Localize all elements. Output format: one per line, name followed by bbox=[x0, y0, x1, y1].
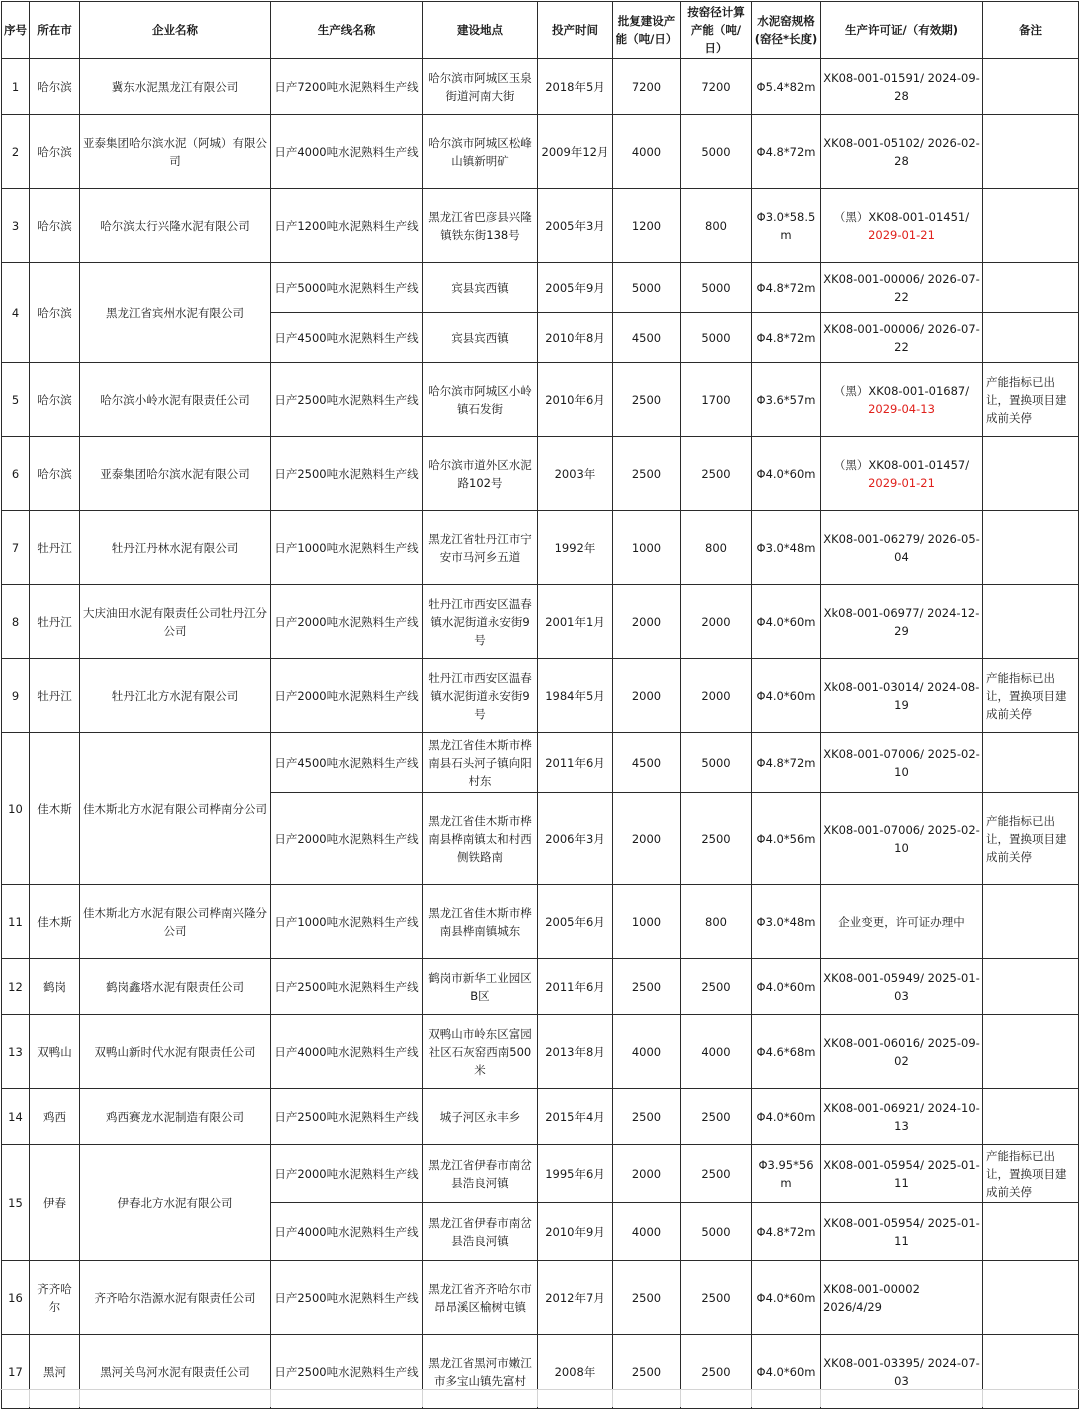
approved-cell: 4500 bbox=[613, 313, 681, 363]
calc-cell: 800 bbox=[681, 511, 752, 585]
header-approved: 批复建设产能（吨/日） bbox=[613, 2, 681, 59]
start-cell: 2003年 bbox=[538, 437, 613, 511]
start-cell: 2010年8月 bbox=[538, 313, 613, 363]
license-cell bbox=[821, 1145, 983, 1203]
kiln-cell: Φ4.0*56m bbox=[752, 793, 821, 885]
approved-cell: 7200 bbox=[613, 59, 681, 115]
line-cell: 日产2000吨水泥熟料生产线 bbox=[271, 1145, 423, 1203]
kiln-cell: Φ4.8*72m bbox=[752, 313, 821, 363]
table-row bbox=[2, 1089, 1079, 1145]
seq-cell: 16 bbox=[2, 1261, 30, 1335]
city-cell: 伊春 bbox=[30, 1145, 80, 1261]
kiln-cell: Φ4.8*72m bbox=[752, 115, 821, 189]
location-cell: 哈尔滨市阿城区松峰山镇新明矿 bbox=[423, 115, 538, 189]
license-cell bbox=[821, 511, 983, 585]
company-cell: 伊春北方水泥有限公司 bbox=[80, 1145, 271, 1261]
line-cell: 日产7200吨水泥熟料生产线 bbox=[271, 59, 423, 115]
license-cell bbox=[821, 115, 983, 189]
remark-cell: 产能指标已出让，置换项目建成前关停 bbox=[983, 793, 1079, 885]
location-cell: 黑龙江省巴彦县兴隆镇铁东街138号 bbox=[423, 189, 538, 263]
seq-cell: 14 bbox=[2, 1089, 30, 1145]
start-cell: 2009年12月 bbox=[538, 115, 613, 189]
location-cell: 黑龙江省牡丹江市宁安市马河乡五道 bbox=[423, 511, 538, 585]
city-cell: 牡丹江 bbox=[30, 585, 80, 659]
approved-cell: 4000 bbox=[613, 1203, 681, 1261]
license-cell bbox=[821, 1261, 983, 1335]
calc-cell: 2000 bbox=[681, 585, 752, 659]
license-cell bbox=[821, 189, 983, 263]
start-cell: 2010年9月 bbox=[538, 1203, 613, 1261]
approved-cell: 2500 bbox=[613, 1335, 681, 1409]
location-cell: 黑龙江省齐齐哈尔市昂昂溪区榆树屯镇 bbox=[423, 1261, 538, 1335]
approved-cell: 4500 bbox=[613, 733, 681, 793]
kiln-cell: Φ4.0*60m bbox=[752, 1335, 821, 1409]
header-calc: 按窑径计算产能（吨/日） bbox=[681, 2, 752, 59]
seq-cell: 12 bbox=[2, 959, 30, 1015]
line-cell: 日产2500吨水泥熟料生产线 bbox=[271, 959, 423, 1015]
calc-cell: 2500 bbox=[681, 793, 752, 885]
seq-cell: 17 bbox=[2, 1335, 30, 1409]
company-cell: 双鸭山新时代水泥有限责任公司 bbox=[80, 1015, 271, 1089]
license-prefix: （黑） bbox=[833, 209, 869, 224]
license-number: XK08-001-00006/ 2026-07-22 bbox=[823, 321, 980, 354]
location-cell: 鹤岗市新华工业园区B区 bbox=[423, 959, 538, 1015]
line-cell: 日产4000吨水泥熟料生产线 bbox=[271, 115, 423, 189]
kiln-cell: Φ3.95*56m bbox=[752, 1145, 821, 1203]
header-kiln: 水泥窑规格(窑径*长度) bbox=[752, 2, 821, 59]
location-cell: 牡丹江市西安区温春镇水泥街道永安街9号 bbox=[423, 585, 538, 659]
start-cell: 2005年3月 bbox=[538, 189, 613, 263]
approved-cell: 4000 bbox=[613, 115, 681, 189]
city-cell: 双鸭山 bbox=[30, 1015, 80, 1089]
license-number: XK08-001-01451/ bbox=[868, 209, 970, 224]
header-remark: 备注 bbox=[983, 2, 1079, 59]
license-number: XK08-001-00006/ 2026-07-22 bbox=[823, 271, 980, 304]
table-row bbox=[2, 1261, 1079, 1335]
line-cell: 日产2000吨水泥熟料生产线 bbox=[271, 585, 423, 659]
calc-cell: 2500 bbox=[681, 1145, 752, 1203]
city-cell: 哈尔滨 bbox=[30, 363, 80, 437]
table-row bbox=[2, 189, 1079, 263]
calc-cell: 2500 bbox=[681, 1089, 752, 1145]
line-cell: 日产2500吨水泥熟料生产线 bbox=[271, 437, 423, 511]
license-cell bbox=[821, 585, 983, 659]
license-cell bbox=[821, 437, 983, 511]
start-cell: 2013年8月 bbox=[538, 1015, 613, 1089]
remark-cell bbox=[983, 1089, 1079, 1145]
seq-cell: 13 bbox=[2, 1015, 30, 1089]
table-row bbox=[2, 585, 1079, 659]
kiln-cell: Φ3.0*48m bbox=[752, 885, 821, 959]
remark-cell bbox=[983, 959, 1079, 1015]
line-cell: 日产2500吨水泥熟料生产线 bbox=[271, 1261, 423, 1335]
license-date: 2029-01-21 bbox=[868, 227, 935, 242]
license-number: XK08-001-05954/ 2025-01-11 bbox=[823, 1215, 980, 1248]
city-cell: 鸡西 bbox=[30, 1089, 80, 1145]
remark-cell bbox=[983, 1203, 1079, 1261]
location-cell: 黑龙江省伊春市南岔县浩良河镇 bbox=[423, 1203, 538, 1261]
start-cell: 2005年6月 bbox=[538, 885, 613, 959]
license-cell bbox=[821, 885, 983, 959]
license-number: XK08-001-05949/ 2025-01-03 bbox=[823, 970, 980, 1003]
location-cell: 黑龙江省佳木斯市桦南县桦南镇太和村西侧铁路南 bbox=[423, 793, 538, 885]
approved-cell: 2000 bbox=[613, 1145, 681, 1203]
table-row bbox=[2, 115, 1079, 189]
company-cell: 佳木斯北方水泥有限公司桦南兴隆分公司 bbox=[80, 885, 271, 959]
approved-cell: 1200 bbox=[613, 189, 681, 263]
table-row bbox=[2, 959, 1079, 1015]
seq-cell: 6 bbox=[2, 437, 30, 511]
start-cell: 1992年 bbox=[538, 511, 613, 585]
remark-cell bbox=[983, 733, 1079, 793]
company-cell: 佳木斯北方水泥有限公司桦南分公司 bbox=[80, 733, 271, 885]
location-cell: 黑龙江省黑河市嫩江市多宝山镇先富村 bbox=[423, 1335, 538, 1409]
company-cell: 齐齐哈尔浩源水泥有限责任公司 bbox=[80, 1261, 271, 1335]
city-cell: 鹤岗 bbox=[30, 959, 80, 1015]
header-line: 生产线名称 bbox=[271, 2, 423, 59]
remark-cell bbox=[983, 885, 1079, 959]
seq-cell: 10 bbox=[2, 733, 30, 885]
remark-cell bbox=[983, 511, 1079, 585]
city-cell: 黑河 bbox=[30, 1335, 80, 1409]
calc-cell: 5000 bbox=[681, 263, 752, 313]
calc-cell: 2500 bbox=[681, 1335, 752, 1409]
calc-cell: 1700 bbox=[681, 363, 752, 437]
license-cell bbox=[821, 59, 983, 115]
kiln-cell: Φ4.6*68m bbox=[752, 1015, 821, 1089]
approved-cell: 4000 bbox=[613, 1015, 681, 1089]
location-cell: 牡丹江市西安区温春镇水泥街道永安街9号 bbox=[423, 659, 538, 733]
city-cell: 齐齐哈尔 bbox=[30, 1261, 80, 1335]
header-company: 企业名称 bbox=[80, 2, 271, 59]
approved-cell: 1000 bbox=[613, 885, 681, 959]
location-cell: 哈尔滨市道外区水泥路102号 bbox=[423, 437, 538, 511]
start-cell: 2008年 bbox=[538, 1335, 613, 1409]
company-cell: 黑龙江省宾州水泥有限公司 bbox=[80, 263, 271, 363]
calc-cell: 5000 bbox=[681, 1203, 752, 1261]
approved-cell: 2500 bbox=[613, 437, 681, 511]
city-cell: 牡丹江 bbox=[30, 659, 80, 733]
company-cell: 鹤岗鑫塔水泥有限责任公司 bbox=[80, 959, 271, 1015]
calc-cell: 5000 bbox=[681, 115, 752, 189]
seq-cell: 1 bbox=[2, 59, 30, 115]
license-number: XK08-001-03395/ 2024-07-03 bbox=[823, 1355, 980, 1388]
cement-line-table bbox=[1, 1, 1079, 1409]
license-number: XK08-001-07006/ 2025-02-10 bbox=[823, 822, 980, 855]
location-cell: 黑龙江省佳木斯市桦南县石头河子镇向阳村东 bbox=[423, 733, 538, 793]
start-cell: 2018年5月 bbox=[538, 59, 613, 115]
city-cell: 哈尔滨 bbox=[30, 115, 80, 189]
line-cell: 日产4000吨水泥熟料生产线 bbox=[271, 1203, 423, 1261]
approved-cell: 2500 bbox=[613, 363, 681, 437]
license-cell bbox=[821, 793, 983, 885]
table-row bbox=[2, 363, 1079, 437]
license-number: XK08-001-06921/ 2024-10-13 bbox=[823, 1100, 980, 1133]
license-cell bbox=[821, 959, 983, 1015]
line-cell: 日产2500吨水泥熟料生产线 bbox=[271, 363, 423, 437]
kiln-cell: Φ4.0*60m bbox=[752, 1089, 821, 1145]
remark-cell bbox=[983, 1015, 1079, 1089]
company-cell: 鸡西赛龙水泥制造有限公司 bbox=[80, 1089, 271, 1145]
approved-cell: 2500 bbox=[613, 1261, 681, 1335]
company-cell: 牡丹江北方水泥有限公司 bbox=[80, 659, 271, 733]
line-cell: 日产1200吨水泥熟料生产线 bbox=[271, 189, 423, 263]
line-cell: 日产4500吨水泥熟料生产线 bbox=[271, 313, 423, 363]
kiln-cell: Φ4.0*60m bbox=[752, 659, 821, 733]
line-cell: 日产2000吨水泥熟料生产线 bbox=[271, 793, 423, 885]
approved-cell: 2000 bbox=[613, 659, 681, 733]
seq-cell: 7 bbox=[2, 511, 30, 585]
license-cell bbox=[821, 1203, 983, 1261]
license-number: XK08-001-05102/ 2026-02-28 bbox=[823, 135, 980, 168]
header-seq: 序号 bbox=[2, 2, 30, 59]
remark-cell: 产能指标已出让，置换项目建成前关停 bbox=[983, 363, 1079, 437]
location-cell: 黑龙江省伊春市南岔县浩良河镇 bbox=[423, 1145, 538, 1203]
license-cell bbox=[821, 313, 983, 363]
license-cell bbox=[821, 263, 983, 313]
line-cell: 日产1000吨水泥熟料生产线 bbox=[271, 885, 423, 959]
line-cell: 日产5000吨水泥熟料生产线 bbox=[271, 263, 423, 313]
license-cell bbox=[821, 659, 983, 733]
start-cell: 2001年1月 bbox=[538, 585, 613, 659]
city-cell: 牡丹江 bbox=[30, 511, 80, 585]
company-cell: 哈尔滨小岭水泥有限责任公司 bbox=[80, 363, 271, 437]
seq-cell: 4 bbox=[2, 263, 30, 363]
start-cell: 2005年9月 bbox=[538, 263, 613, 313]
table-row bbox=[2, 59, 1079, 115]
line-cell: 日产2000吨水泥熟料生产线 bbox=[271, 659, 423, 733]
remark-cell bbox=[983, 313, 1079, 363]
remark-cell bbox=[983, 115, 1079, 189]
license-number: XK08-001-07006/ 2025-02-10 bbox=[823, 746, 980, 779]
city-cell: 佳木斯 bbox=[30, 885, 80, 959]
city-cell: 哈尔滨 bbox=[30, 59, 80, 115]
seq-cell: 15 bbox=[2, 1145, 30, 1261]
license-cell bbox=[821, 733, 983, 793]
seq-cell: 9 bbox=[2, 659, 30, 733]
calc-cell: 2500 bbox=[681, 959, 752, 1015]
calc-cell: 2500 bbox=[681, 1261, 752, 1335]
calc-cell: 800 bbox=[681, 885, 752, 959]
license-date: 2029-01-21 bbox=[868, 475, 935, 490]
table-row bbox=[2, 511, 1079, 585]
location-cell: 黑龙江省佳木斯市桦南县桦南镇城东 bbox=[423, 885, 538, 959]
license-cell bbox=[821, 1015, 983, 1089]
kiln-cell: Φ4.8*72m bbox=[752, 263, 821, 313]
location-cell: 哈尔滨市阿城区小岭镇石发街 bbox=[423, 363, 538, 437]
start-cell: 2011年6月 bbox=[538, 959, 613, 1015]
license-prefix: （黑） bbox=[833, 457, 869, 472]
header-city: 所在市 bbox=[30, 2, 80, 59]
kiln-cell: Φ4.8*72m bbox=[752, 1203, 821, 1261]
company-cell: 冀东水泥黑龙江有限公司 bbox=[80, 59, 271, 115]
kiln-cell: Φ4.0*60m bbox=[752, 1261, 821, 1335]
company-cell: 大庆油田水泥有限责任公司牡丹江分公司 bbox=[80, 585, 271, 659]
line-cell: 日产1000吨水泥熟料生产线 bbox=[271, 511, 423, 585]
spreadsheet-next-row bbox=[0, 1389, 1080, 1407]
header-license: 生产许可证/（有效期) bbox=[821, 2, 983, 59]
license-date: 2029-04-13 bbox=[868, 401, 935, 416]
license-cell bbox=[821, 363, 983, 437]
kiln-cell: Φ4.0*60m bbox=[752, 585, 821, 659]
kiln-cell: Φ4.0*60m bbox=[752, 959, 821, 1015]
table-row bbox=[2, 733, 1079, 793]
location-cell: 宾县宾西镇 bbox=[423, 263, 538, 313]
license-number: Xk08-001-06977/ 2024-12-29 bbox=[823, 605, 980, 638]
approved-cell: 2000 bbox=[613, 793, 681, 885]
license-number: 企业变更，许可证办理中 bbox=[838, 914, 965, 929]
remark-cell: 产能指标已出让，置换项目建成前关停 bbox=[983, 1145, 1079, 1203]
remark-cell bbox=[983, 263, 1079, 313]
start-cell: 2006年3月 bbox=[538, 793, 613, 885]
seq-cell: 3 bbox=[2, 189, 30, 263]
kiln-cell: Φ5.4*82m bbox=[752, 59, 821, 115]
remark-cell bbox=[983, 437, 1079, 511]
remark-cell bbox=[983, 189, 1079, 263]
company-cell: 亚泰集团哈尔滨水泥有限公司 bbox=[80, 437, 271, 511]
calc-cell: 800 bbox=[681, 189, 752, 263]
seq-cell: 2 bbox=[2, 115, 30, 189]
license-prefix: （黑） bbox=[833, 383, 869, 398]
city-cell: 哈尔滨 bbox=[30, 263, 80, 363]
license-number: XK08-001-06279/ 2026-05-04 bbox=[823, 531, 980, 564]
license-number: Xk08-001-03014/ 2024-08-19 bbox=[823, 679, 980, 712]
license-date: 2026/4/29 bbox=[823, 1299, 882, 1314]
start-cell: 2010年6月 bbox=[538, 363, 613, 437]
table-row bbox=[2, 1015, 1079, 1089]
location-cell: 城子河区永丰乡 bbox=[423, 1089, 538, 1145]
remark-cell: 产能指标已出让，置换项目建成前关停 bbox=[983, 659, 1079, 733]
remark-cell bbox=[983, 59, 1079, 115]
header-row bbox=[2, 2, 1079, 59]
calc-cell: 4000 bbox=[681, 1015, 752, 1089]
calc-cell: 2000 bbox=[681, 659, 752, 733]
header-location: 建设地点 bbox=[423, 2, 538, 59]
license-number: XK08-001-01457/ bbox=[868, 457, 970, 472]
license-number: XK08-001-05954/ 2025-01-11 bbox=[823, 1157, 980, 1190]
company-cell: 亚泰集团哈尔滨水泥（阿城）有限公司 bbox=[80, 115, 271, 189]
line-cell: 日产4500吨水泥熟料生产线 bbox=[271, 733, 423, 793]
start-cell: 1995年6月 bbox=[538, 1145, 613, 1203]
license-number: XK08-001-01687/ bbox=[868, 383, 970, 398]
line-cell: 日产2500吨水泥熟料生产线 bbox=[271, 1089, 423, 1145]
city-cell: 哈尔滨 bbox=[30, 189, 80, 263]
approved-cell: 2500 bbox=[613, 1089, 681, 1145]
start-cell: 2015年4月 bbox=[538, 1089, 613, 1145]
company-cell: 黑河关鸟河水泥有限责任公司 bbox=[80, 1335, 271, 1409]
table-row bbox=[2, 437, 1079, 511]
calc-cell: 2500 bbox=[681, 437, 752, 511]
company-cell: 牡丹江丹林水泥有限公司 bbox=[80, 511, 271, 585]
calc-cell: 7200 bbox=[681, 59, 752, 115]
city-cell: 哈尔滨 bbox=[30, 437, 80, 511]
kiln-cell: Φ3.0*58.5m bbox=[752, 189, 821, 263]
line-cell: 日产4000吨水泥熟料生产线 bbox=[271, 1015, 423, 1089]
line-cell: 日产2500吨水泥熟料生产线 bbox=[271, 1335, 423, 1409]
kiln-cell: Φ3.6*57m bbox=[752, 363, 821, 437]
city-cell: 佳木斯 bbox=[30, 733, 80, 885]
kiln-cell: Φ4.8*72m bbox=[752, 733, 821, 793]
table-body bbox=[2, 59, 1079, 1409]
license-number: XK08-001-06016/ 2025-09-02 bbox=[823, 1035, 980, 1068]
start-cell: 1984年5月 bbox=[538, 659, 613, 733]
header-start: 投产时间 bbox=[538, 2, 613, 59]
company-cell: 哈尔滨太行兴隆水泥有限公司 bbox=[80, 189, 271, 263]
seq-cell: 11 bbox=[2, 885, 30, 959]
seq-cell: 5 bbox=[2, 363, 30, 437]
seq-cell: 8 bbox=[2, 585, 30, 659]
table-row bbox=[2, 885, 1079, 959]
kiln-cell: Φ3.0*48m bbox=[752, 511, 821, 585]
remark-cell bbox=[983, 1261, 1079, 1335]
kiln-cell: Φ4.0*60m bbox=[752, 437, 821, 511]
location-cell: 哈尔滨市阿城区玉泉街道河南大街 bbox=[423, 59, 538, 115]
approved-cell: 1000 bbox=[613, 511, 681, 585]
calc-cell: 5000 bbox=[681, 733, 752, 793]
table-row bbox=[2, 659, 1079, 733]
table-row bbox=[2, 1145, 1079, 1203]
license-number: XK08-001-01591/ 2024-09-28 bbox=[823, 70, 980, 103]
approved-cell: 2000 bbox=[613, 585, 681, 659]
calc-cell: 5000 bbox=[681, 313, 752, 363]
approved-cell: 5000 bbox=[613, 263, 681, 313]
start-cell: 2012年7月 bbox=[538, 1261, 613, 1335]
location-cell: 双鸭山市岭东区富园社区石灰窑西南500米 bbox=[423, 1015, 538, 1089]
start-cell: 2011年6月 bbox=[538, 733, 613, 793]
license-cell bbox=[821, 1089, 983, 1145]
location-cell: 宾县宾西镇 bbox=[423, 313, 538, 363]
approved-cell: 2500 bbox=[613, 959, 681, 1015]
remark-cell bbox=[983, 585, 1079, 659]
license-number: XK08-001-00002 bbox=[823, 1281, 920, 1296]
table-row bbox=[2, 263, 1079, 313]
